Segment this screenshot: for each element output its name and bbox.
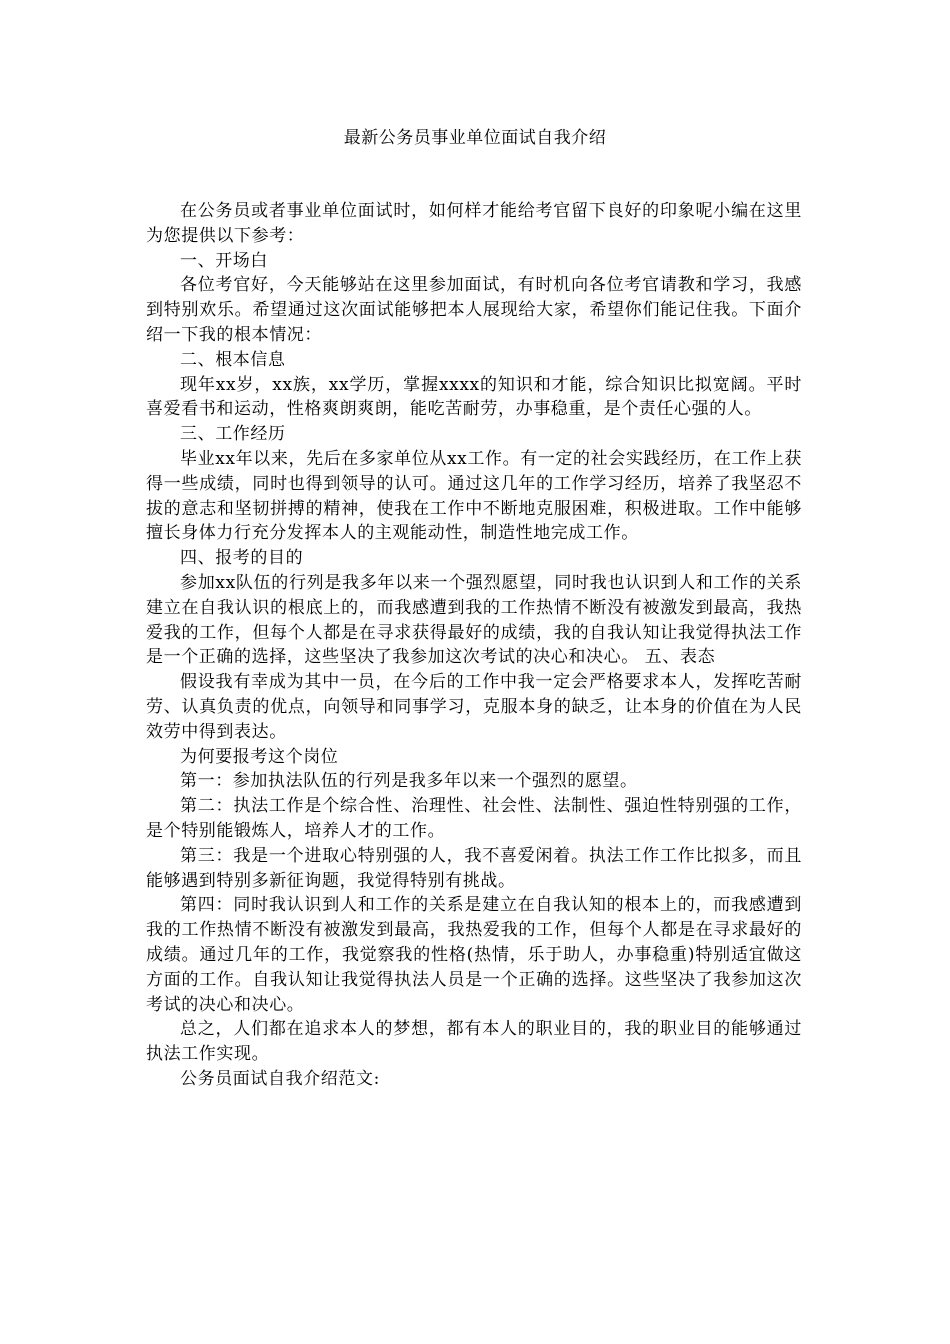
section-heading-why-apply: 为何要报考这个岗位 [180,746,339,767]
paragraph-reason-2: 第二：执法工作是个综合性、治理性、社会性、法制性、强迫性特别强的工作，是个特别能锻炼人，培养人才的工作。 [146,796,802,841]
document-body [146,199,802,1092]
paragraph-opening: 各位考官好，今天能够站在这里参加面试，有时机向各位考官请教和学习，我感到特别欢乐。希望通过这次面试能够把本人展现给大家，希望你们能记住我。下面介绍一下我的根本情况： [146,275,802,345]
section-heading-work-experience: 三、工作经历 [180,424,286,445]
paragraph-work-experience: 毕业xx年以来，先后在多家单位从xx工作。有一定的社会实践经历，在工作上获得一些成绩，同时也得到领导的认可。通过这几年的工作学习经历，培养了我坚忍不拔的意志和坚韧拼搏的精神，使我在工作中不断地克服困难，积极进取。工作中能够擅长身体力行充分发挥本人的主观能动性，制造性地完成工作。 [146,448,802,544]
paragraph-reason-1: 第一：参加执法队伍的行列是我多年以来一个强烈的愿望。 [180,771,638,792]
paragraph-basic-info: 现年xx岁，xx族，xx学历，掌握xxxx的知识和才能，综合知识比拟宽阔。平时喜爱看书和运动，性格爽朗爽朗，能吃苦耐劳，办事稳重，是个责任心强的人。 [146,374,802,420]
paragraph-conclusion: 总之，人们都在追求本人的梦想，都有本人的职业目的，我的职业目的能够通过执法工作实现。 [146,1019,802,1065]
document-title: 最新公务员事业单位面试自我介绍 [343,128,607,148]
paragraph-intro: 在公务员或者事业单位面试时，如何样才能给考官留下良好的印象呢小编在这里为您提供以下参考： [146,201,802,246]
section-heading-opening: 一、开场白 [180,250,268,271]
paragraph-statement: 假设我有幸成为其中一员，在今后的工作中我一定会严格要求本人，发挥吃苦耐劳、认真负责的优点，向领导和同事学习，克服本身的缺乏，让本身的价值在为人民效劳中得到表达。 [146,672,802,742]
paragraph-sample-heading: 公务员面试自我介绍范文: [180,1068,380,1089]
section-heading-purpose: 四、报考的目的 [180,548,304,569]
paragraph-purpose: 参加xx队伍的行列是我多年以来一个强烈愿望，同时我也认识到人和工作的关系建立在自我认识的根底上的，而我感遭到我的工作热情不断没有被激发到最高，我热爱我的工作，但每个人都是在寻求获得最好的成绩，我的自我认知让我觉得执法工作是一个正确的选择，这些坚决了我参加这次考试的决心和决心。 五、表态 [146,572,802,668]
section-heading-basic-info: 二、根本信息 [180,349,286,370]
paragraph-reason-3: 第三：我是一个进取心特别强的人，我不喜爱闲着。执法工作工作比拟多，而且能够遇到特别多新征询题，我觉得特别有挑战。 [146,845,802,891]
paragraph-reason-4: 第四：同时我认识到人和工作的关系是建立在自我认知的根本上的，而我感遭到我的工作热情不断没有被激发到最高，我热爱我的工作，但每个人都是在寻求最好的成绩。通过几年的工作，我觉察我的性格(热情，乐于助人，办事稳重)特别适宜做这方面的工作。自我认知让我觉得执法人员是一个正确的选择。这些坚决了我参加这次考试的决心和决心。 [146,895,802,1015]
